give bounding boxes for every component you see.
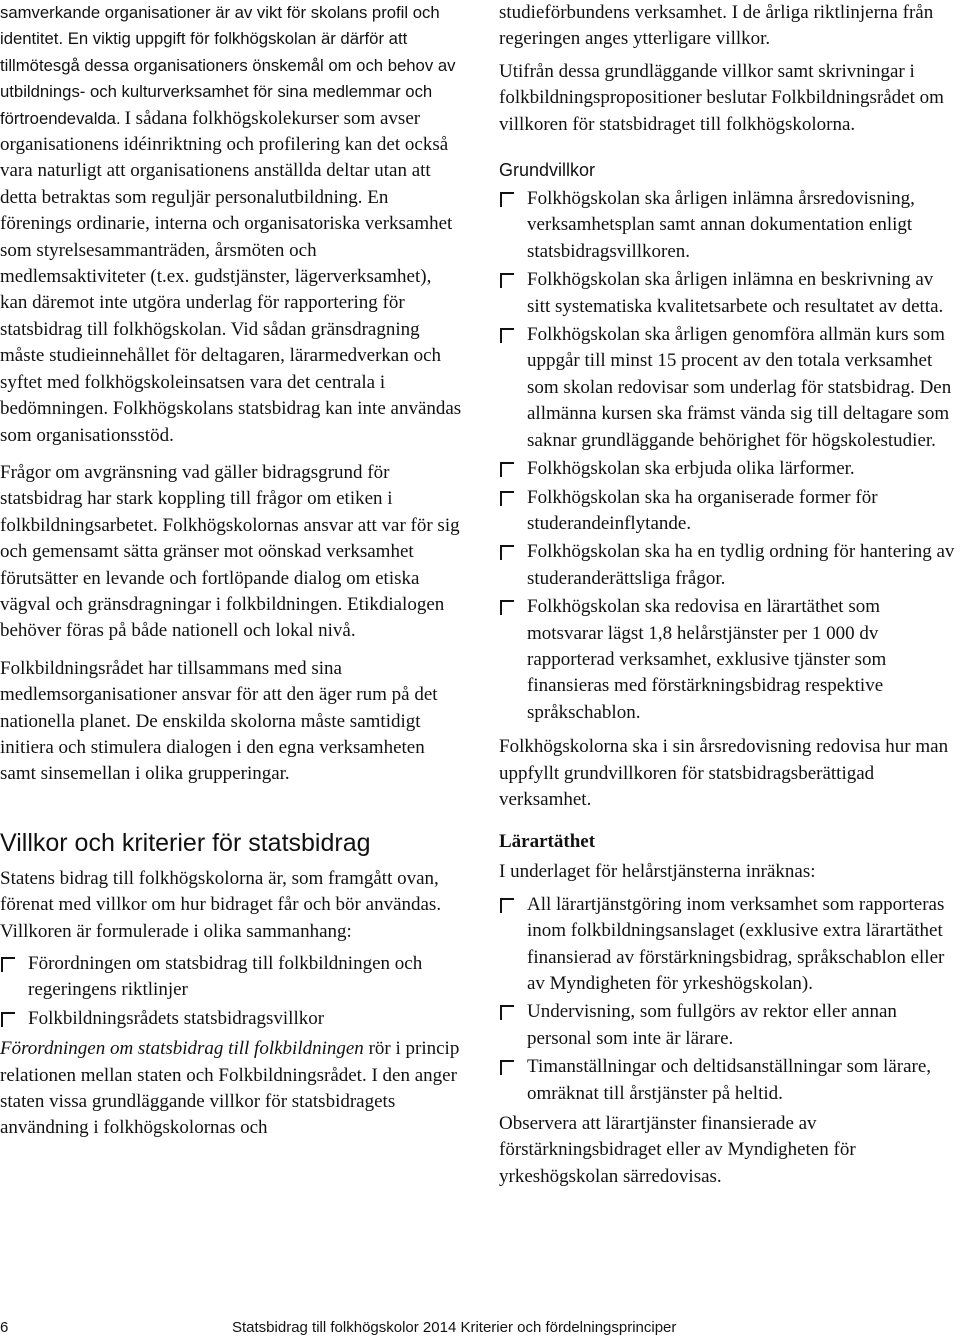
checkbox-bullet-icon — [500, 600, 514, 615]
list-item-text: Folkhögskolan ska erbjuda olika lärformer. — [527, 458, 855, 480]
ordinance-text: rör i princip relationen mellan staten och Folkbildningsrådet. I den anger staten vissa grundläggande villkor för statsbidragets användning i folkhögskolornas och — [0, 1038, 460, 1139]
list-item — [499, 539, 960, 592]
grundvillkor-list — [499, 186, 960, 726]
list-item-text: Förordningen om statsbidrag till folkbildningen och regeringens riktlinjer — [28, 953, 423, 1001]
checkbox-bullet-icon — [500, 1005, 514, 1020]
checkbox-bullet-icon — [500, 898, 514, 913]
ordinance-paragraph — [0, 1036, 462, 1142]
intro-paragraph-sans: samverkande organisationer är av vikt för skolans profil och identitet. En viktig uppgift för folkhögskolan är därför att tillmötesgå dessa organisationers önskemål om och behov av utbildnings- och kulturverksamhet för sina medlemmar och förtroendevalda. — [0, 3, 456, 128]
ordinance-title: Förordningen om statsbidrag till folkbildningen — [0, 1038, 364, 1060]
lartathet-heading: Lärartäthet — [499, 831, 596, 853]
list-item — [499, 322, 960, 454]
list-item — [499, 1054, 960, 1107]
section-heading: Villkor och kriterier för statsbidrag — [0, 828, 371, 857]
checkbox-bullet-icon — [500, 328, 514, 343]
list-item-text: Folkhögskolan ska ha organiserade former för studerandeinflytande. — [527, 486, 878, 534]
list-item — [499, 186, 960, 265]
checkbox-bullet-icon — [500, 545, 514, 560]
list-item — [0, 1006, 462, 1032]
grundvillkor-heading: Grundvillkor — [499, 160, 596, 181]
checkbox-bullet-icon — [500, 1060, 514, 1075]
list-item — [499, 485, 960, 538]
list-item-text: Folkbildningsrådets statsbidragsvillkor — [28, 1007, 325, 1029]
list-item-text: All lärartjänstgöring inom verksamhet som rapporteras inom folkbildningsanslaget (exklusive extra lärartäthet finansierad av förstärkningsbidrag, språkschablon eller av Myndigheten för yrkeshögskolan). — [527, 893, 945, 994]
footer-title: Statsbidrag till folkhögskolor 2014 Kriterier och fördelningsprinciper — [232, 1319, 677, 1336]
list-item — [499, 594, 960, 726]
checkbox-bullet-icon — [500, 491, 514, 506]
list-item-text: Folkhögskolan ska ha en tydlig ordning för hantering av studeranderättsliga frågor. — [527, 541, 955, 589]
checkbox-bullet-icon — [500, 192, 514, 207]
study-assoc-paragraph: studieförbundens verksamhet. I de årliga riktlinjerna från regeringen anges ytterligare villkor. — [499, 2, 934, 50]
list-item — [499, 999, 960, 1052]
list-item-text: Folkhögskolan ska årligen genomföra allmän kurs som uppgår till minst 15 procent av den totala verksamhet som skolan redovisar som underlag för statsbidrag. Den allmänna kursen ska främst vända sig till deltagare som saknar grundläggande behörighet för högskolestudier. — [527, 324, 952, 451]
list-item-text: Undervisning, som fullgörs av rektor eller annan personal som inte är lärare. — [527, 1001, 897, 1049]
checkbox-bullet-icon — [1, 1012, 15, 1027]
left-column — [0, 0, 462, 1142]
annual-report-paragraph: Folkhögskolorna ska i sin årsredovisning redovisa hur man uppfyllt grundvillkoren för statsbidragsberättigad verksamhet. — [499, 736, 949, 810]
council-paragraph: Folkbildningsrådet har tillsammans med sina medlemsorganisationer ansvar för att den äger rum på det nationella planet. De enskilda skolorna måste samtidigt initiera och stimulera dialogen i den egna verksamheten samt sinsemellan i olika grupperingar. — [0, 657, 438, 785]
conditions-intro: Statens bidrag till folkhögskolorna är, som framgått ovan, förenat med villkor om hur bidraget får och bör användas. Villkoren är formulerade i olika sammanhang: — [0, 867, 442, 942]
ethics-paragraph: Frågor om avgränsning vad gäller bidragsgrund för statsbidrag har stark koppling till frågor om etiken i folkbildningsarbetet. Folkhögskolornas ansvar att var för sig och gemensamt sätta gränser mot oönskad verksamhet förutsätter en levande och fortlöpande dialog om etiska vägval och gränsdragningar i folkbildningen. Etikdialogen behöver föras på både nationell och lokal nivå. — [0, 461, 460, 642]
list-item-text: Folkhögskolan ska årligen inlämna en beskrivning av sitt systematiska kvalitetsarbete och resultatet av detta. — [527, 269, 944, 317]
conditions-list — [0, 951, 462, 1032]
list-item — [499, 892, 960, 998]
list-item-text: Folkhögskolan ska redovisa en lärartäthet som motsvarar lägst 1,8 helårstjänster per 1 000 dv rapporterad verksamhet, exklusive tjänster som finansieras med förstärkningsbidrag respektive språkschablon. — [527, 596, 887, 723]
basis-paragraph: Utifrån dessa grundläggande villkor samt skrivningar i folkbildningspropositioner beslutar Folkbildningsrådet om villkoren för statsbidraget till folkhögskolorna. — [499, 60, 944, 135]
list-item-text: Timanställningar och deltidsanställningar som lärare, omräknat till årstjänster på heltid. — [527, 1056, 932, 1104]
checkbox-bullet-icon — [500, 273, 514, 288]
list-item — [499, 456, 960, 482]
list-item — [0, 951, 462, 1004]
note-paragraph: Observera att lärartjänster finansierade av förstärkningsbidraget eller av Myndigheten för yrkeshögskolan särredovisas. — [499, 1113, 856, 1187]
right-column — [499, 0, 960, 1190]
list-item — [499, 267, 960, 320]
lartathet-intro: I underlaget för helårstjänsterna inräknas: — [499, 861, 816, 883]
intro-paragraph-serif: I sådana folkhögskolekurser som avser organisationens idéinriktning och profilering kan det också vara naturligt att organisationens anställda deltar utan att detta betraktas som reguljär personalutbildning. En förenings ordinarie, interna och organisatoriska verksamhet som styrelsesammanträden, årsmöten och medlemsaktiviteter (t.ex. gudstjänster, lägerverksamhet), kan däremot inte utgöra underlag för rapportering för statsbidrag till folkhögskolan. Vid sådan gränsdragning måste studieinnehållet för deltagaren, lärarmedverkan och syftet med folkhögskoleinsatsen vara det centrala i bedömningen. Folkhögskolans statsbidrag kan inte användas som organisationsstöd. — [0, 107, 462, 446]
intro-paragraph — [0, 0, 462, 449]
list-item-text: Folkhögskolan ska årligen inlämna årsredovisning, verksamhetsplan samt annan dokumentation enligt statsbidragsvillkoren. — [527, 188, 915, 262]
checkbox-bullet-icon — [500, 462, 514, 477]
lartathet-list — [499, 892, 960, 1107]
checkbox-bullet-icon — [1, 957, 15, 972]
page-number: 6 — [0, 1319, 9, 1336]
